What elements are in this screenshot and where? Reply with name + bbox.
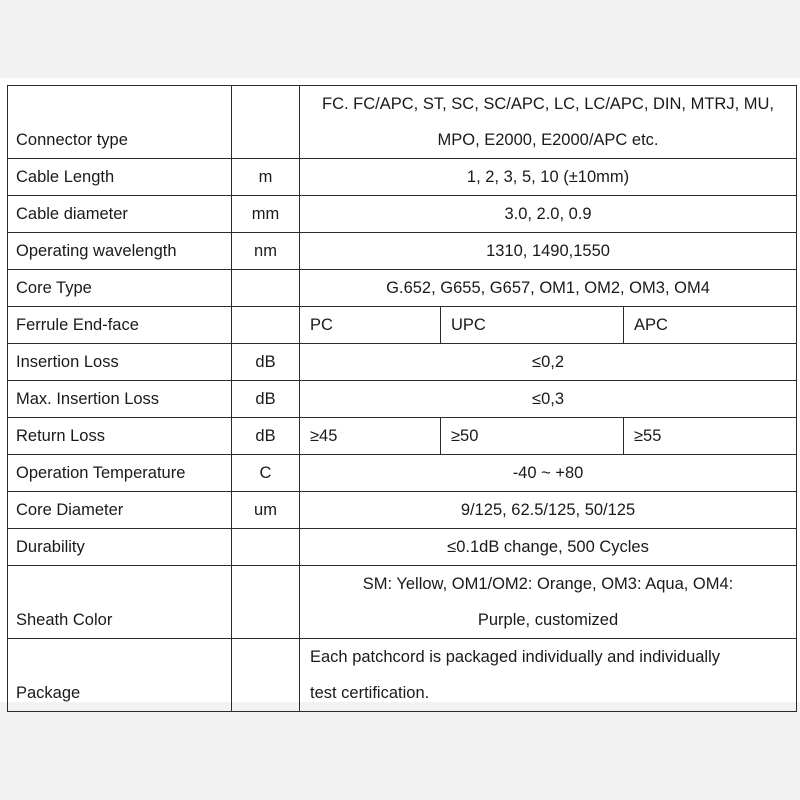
cable-diameter-value: 3.0, 2.0, 0.9 bbox=[300, 196, 797, 233]
max-insertion-loss-label: Max. Insertion Loss bbox=[8, 381, 232, 418]
cable-length-value: 1, 2, 3, 5, 10 (±10mm) bbox=[300, 159, 797, 196]
table-row-operation-temperature bbox=[8, 455, 797, 492]
ferrule-end-face-apc: APC bbox=[624, 307, 797, 344]
table-row-return-loss bbox=[8, 418, 797, 455]
table-row-max-insertion-loss bbox=[8, 381, 797, 418]
sheath-color-label: Sheath Color bbox=[8, 566, 232, 639]
sheath-color-value bbox=[300, 566, 797, 639]
cable-diameter-unit: mm bbox=[232, 196, 300, 233]
table-row-ferrule-end-face bbox=[8, 307, 797, 344]
max-insertion-loss-value: ≤0,3 bbox=[300, 381, 797, 418]
operation-temperature-label: Operation Temperature bbox=[8, 455, 232, 492]
package-unit bbox=[232, 639, 300, 712]
connector-type-unit bbox=[232, 86, 300, 159]
sheath-color-value-line1: SM: Yellow, OM1/OM2: Orange, OM3: Aqua, OM4: bbox=[362, 575, 734, 593]
core-type-label: Core Type bbox=[8, 270, 232, 307]
core-diameter-unit: um bbox=[232, 492, 300, 529]
durability-unit bbox=[232, 529, 300, 566]
return-loss-pc: ≥45 bbox=[300, 418, 441, 455]
connector-type-label: Connector type bbox=[8, 86, 232, 159]
operation-temperature-unit: C bbox=[232, 455, 300, 492]
return-loss-label: Return Loss bbox=[8, 418, 232, 455]
table-row-operating-wavelength bbox=[8, 233, 797, 270]
sheath-color-value-line2: Purple, customized bbox=[477, 611, 619, 629]
insertion-loss-unit: dB bbox=[232, 344, 300, 381]
return-loss-apc: ≥55 bbox=[624, 418, 797, 455]
table-row-connector-type bbox=[8, 86, 797, 159]
core-diameter-value: 9/125, 62.5/125, 50/125 bbox=[300, 492, 797, 529]
connector-type-value-line1: FC. FC/APC, ST, SC, SC/APC, LC, LC/APC, DIN, MTRJ, MU, bbox=[322, 95, 774, 113]
return-loss-upc: ≥50 bbox=[441, 418, 624, 455]
max-insertion-loss-unit: dB bbox=[232, 381, 300, 418]
core-type-value: G.652, G655, G657, OM1, OM2, OM3, OM4 bbox=[300, 270, 797, 307]
table-row-cable-diameter bbox=[8, 196, 797, 233]
operating-wavelength-unit: nm bbox=[232, 233, 300, 270]
connector-type-value bbox=[300, 86, 797, 159]
durability-value: ≤0.1dB change, 500 Cycles bbox=[300, 529, 797, 566]
table-row-insertion-loss bbox=[8, 344, 797, 381]
ferrule-end-face-pc: PC bbox=[300, 307, 441, 344]
ferrule-end-face-unit bbox=[232, 307, 300, 344]
cable-diameter-label: Cable diameter bbox=[8, 196, 232, 233]
connector-type-value-line2: MPO, E2000, E2000/APC etc. bbox=[437, 131, 659, 149]
table-row-core-diameter bbox=[8, 492, 797, 529]
core-type-unit bbox=[232, 270, 300, 307]
table-row-durability bbox=[8, 529, 797, 566]
core-diameter-label: Core Diameter bbox=[8, 492, 232, 529]
table-row-cable-length bbox=[8, 159, 797, 196]
operating-wavelength-label: Operating wavelength bbox=[8, 233, 232, 270]
package-value-line1: Each patchcord is packaged individually and individually bbox=[310, 648, 721, 666]
table-row-core-type bbox=[8, 270, 797, 307]
spec-table bbox=[7, 85, 797, 712]
ferrule-end-face-upc: UPC bbox=[441, 307, 624, 344]
package-value-line2: test certification. bbox=[310, 684, 430, 702]
table-row-sheath-color bbox=[8, 566, 797, 639]
durability-label: Durability bbox=[8, 529, 232, 566]
package-value bbox=[300, 639, 797, 712]
table-row-package bbox=[8, 639, 797, 712]
sheath-color-unit bbox=[232, 566, 300, 639]
cable-length-unit: m bbox=[232, 159, 300, 196]
package-label: Package bbox=[8, 639, 232, 712]
insertion-loss-value: ≤0,2 bbox=[300, 344, 797, 381]
operating-wavelength-value: 1310, 1490,1550 bbox=[300, 233, 797, 270]
operation-temperature-value: -40 ~ +80 bbox=[300, 455, 797, 492]
cable-length-label: Cable Length bbox=[8, 159, 232, 196]
insertion-loss-label: Insertion Loss bbox=[8, 344, 232, 381]
return-loss-unit: dB bbox=[232, 418, 300, 455]
ferrule-end-face-label: Ferrule End-face bbox=[8, 307, 232, 344]
